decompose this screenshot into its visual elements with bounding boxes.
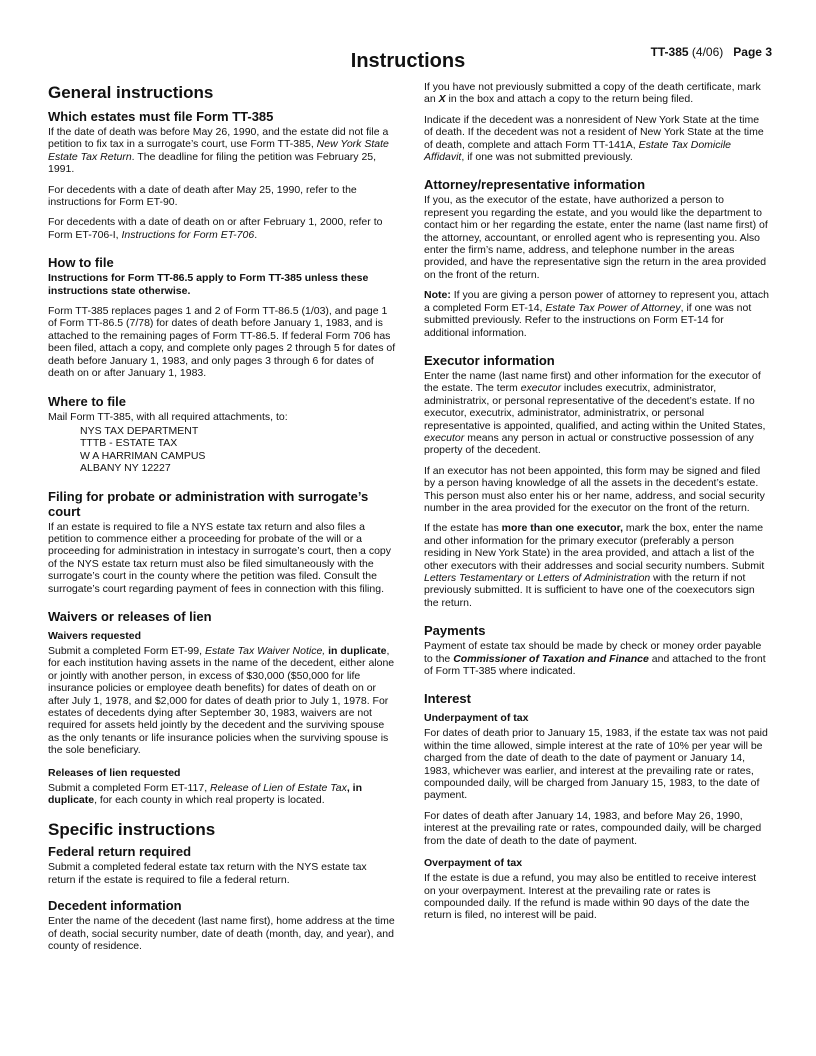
underpayment-paragraph-1: For dates of death prior to January 15, 1983, if the estate tax was not paid within the time allowed, simple interest at the rate of 10% per year will be charged from the date of death to the date of payment or January 14, 1983, whichever was earlier, and interest at the prevailing rate or rates, compounded daily, will be charged from January 15, 1983, to the date of payment.	[424, 727, 768, 802]
left-column	[48, 83, 396, 960]
attorney-paragraph: If you, as the executor of the estate, have authorized a person to represent you regarding the estate, and you would like the department to contact him or her regarding the estate, enter the name (last name first) of the attorney, accountant, or enrolled agent who is representing you. Also enter the firm’s name, address, and telephone number in the areas provided, and have the representative sign the return in the area provided on the front of the return.	[424, 194, 768, 281]
form-date: (4/06)	[691, 45, 724, 59]
nonresident-paragraph: Indicate if the decedent was a nonresident of New York State at the time of death. If the decedent was not a resident of New York State at the time of death, complete and attach Form TT-141A, Estate Tax Domicile Affidavit, if one was not submitted previously.	[424, 113, 764, 164]
interest-heading: Interest	[424, 691, 471, 707]
attorney-note: Note: If you are giving a person power of attorney to represent you, attach a completed Form ET-14, Estate Tax Power of Attorney, if one was not submitted previously. Refer to the instructions on Form ET-14 for additional information.	[424, 289, 769, 339]
attorney-heading: Attorney/representative information	[424, 177, 646, 193]
address-line: NYS TAX DEPARTMENT	[80, 424, 199, 437]
payments-heading: Payments	[424, 623, 486, 639]
underpayment-paragraph-2: For dates of death after January 14, 1983, and before May 26, 1990, interest at the prevailing rate or rates, compounded daily, will be charged from the date of death to the date of payment.	[424, 809, 762, 847]
decedent-info-heading: Decedent information	[48, 898, 182, 914]
which-estates-paragraph-1: If the date of death was before May 26, 1990, and the estate did not file a petition to fix tax in a surrogate’s court, use Form TT-385, New York State Estate Tax Return. The deadline for filing the petition was February 25, 1991.	[48, 126, 389, 176]
address-line: W A HARRIMAN CAMPUS	[80, 449, 206, 462]
probate-heading: Filing for probate or administration with surrogate’s court	[48, 488, 369, 519]
which-estates-paragraph-2: For decedents with a date of death after May 25, 1990, refer to the instructions for Form ET-90.	[48, 183, 357, 209]
specific-instructions-heading: Specific instructions	[48, 820, 216, 840]
decedent-info-paragraph: Enter the name of the decedent (last name first), home address at the time of death, social security number, date of death (month, day, and year), and county of residence.	[48, 915, 395, 953]
death-certificate-paragraph: If you have not previously submitted a copy of the death certificate, mark an X in the box and attach a copy to the return being filed.	[424, 81, 761, 106]
overpayment-paragraph: If the estate is due a refund, you may also be entitled to receive interest on your overpayment. Interest at the prevailing rate or rates is compounded daily. If the refund is made within 90 days of the date the return is filed, no interest will be paid.	[424, 872, 757, 922]
federal-return-heading: Federal return required	[48, 844, 192, 860]
form-number: TT-385	[650, 45, 689, 59]
executor-paragraph-1: Enter the name (last name first) and other information for the executor of the estate. The term executor includes executrix, administrator, administratrix, or personal representative of the decedent’s estate. If no executor, executrix, administrator, administratrix, or personal representative is appointed, qualified, and acting within the United States, executor means any person in actual or constructive possession of any property of the decedent.	[424, 369, 766, 457]
underpayment-subheading: Underpayment of tax	[424, 712, 529, 725]
releases-paragraph: Submit a completed Form ET-117, Release of Lien of Estate Tax, in duplicate, for each county in which real property is located.	[48, 781, 363, 807]
waivers-requested-subheading: Waivers requested	[48, 629, 141, 642]
where-to-file-heading: Where to file	[48, 393, 127, 409]
executor-paragraph-3: If the estate has more than one executor, mark the box, enter the name and other information for the primary executor (preferably a person residing in New York State) in the area provided, and attach a list of the other executors with their addresses and social security numbers. Submit Letters Testamentary or Letters of Administration with the return if not previously submitted. It is sufficient to have one of the coexecutors sign the return.	[424, 522, 765, 609]
waivers-heading: Waivers or releases of lien	[48, 608, 212, 624]
waivers-paragraph: Submit a completed Form ET-99, Estate Tax Waiver Notice, in duplicate, for each institution having assets in the name of the decedent, either alone or jointly with another person, in excess of $30,000 ($50,000 for life insurance policies or employee death benefits) for dates of death on or after July 1, 1978, and $2,000 for dates of death prior to July 1, 1978. For estates of decedents dying after September 30, 1983, waivers are not required for assets held jointly by the decedent and the surviving spouse as the only tenants or life insurance policies when the surviving spouse is the sole beneficiary.	[48, 644, 395, 757]
address-line: TTTB - ESTATE TAX	[80, 437, 178, 450]
overpayment-subheading: Overpayment of tax	[424, 857, 523, 870]
mailing-address	[80, 425, 396, 475]
federal-return-paragraph: Submit a completed federal estate tax return with the NYS estate tax return if the estate is required to file a federal return.	[48, 861, 367, 886]
page-title: Instructions	[350, 50, 466, 72]
executor-heading: Executor information	[424, 352, 555, 368]
probate-paragraph: If an estate is required to file a NYS estate tax return and also files a petition to commence either a proceeding for probate of the will or a proceeding for administration in intestacy in surrogate’s court, then a copy of the NYS estate tax return must also be filed simultaneously with the surrogate’s court in the county where the petition was filed. Consult the surrogate’s court regarding payment of fees in connection with this filing.	[48, 520, 391, 595]
which-estates-paragraph-3: For decedents with a date of death on or after February 1, 2000, refer to Form ET-706-I, Instructions for Form ET-706.	[48, 216, 383, 241]
page-number: Page 3	[733, 45, 772, 59]
how-to-file-paragraph: Form TT-385 replaces pages 1 and 2 of Form TT-86.5 (1/03), and page 1 of Form TT-86.5 (7/78) for dates of death before January 1, 1983, and is attached to the remaining pages of Form TT-86.5. If federal Form 706 has been filed, attach a copy, and complete only pages 2 through 5 for dates of death before January 1, 1983, and only pages 3 through 6 for dates of death on or after January 1, 1983.	[48, 305, 396, 380]
how-to-file-note: Instructions for Form TT-86.5 apply to Form TT-385 unless these instructions state otherwise.	[48, 272, 369, 297]
where-to-file-paragraph: Mail Form TT-385, with all required attachments, to:	[48, 410, 288, 423]
executor-paragraph-2: If an executor has not been appointed, this form may be signed and filed by a person having knowledge of all the assets in the decedent’s estate. This person must also enter his or her name, address, and social security number in the area provided for the executor on the front of the return.	[424, 464, 765, 514]
which-estates-heading: Which estates must file Form TT-385	[48, 109, 274, 124]
right-column	[424, 81, 770, 930]
releases-subheading: Releases of lien requested	[48, 766, 181, 779]
general-instructions-heading: General instructions	[48, 83, 214, 102]
how-to-file-heading: How to file	[48, 255, 114, 271]
payments-paragraph: Payment of estate tax should be made by check or money order payable to the Commissioner of Taxation and Finance and attached to the front of Form TT-385 where indicated.	[424, 640, 766, 678]
address-line: ALBANY NY 12227	[80, 462, 171, 475]
